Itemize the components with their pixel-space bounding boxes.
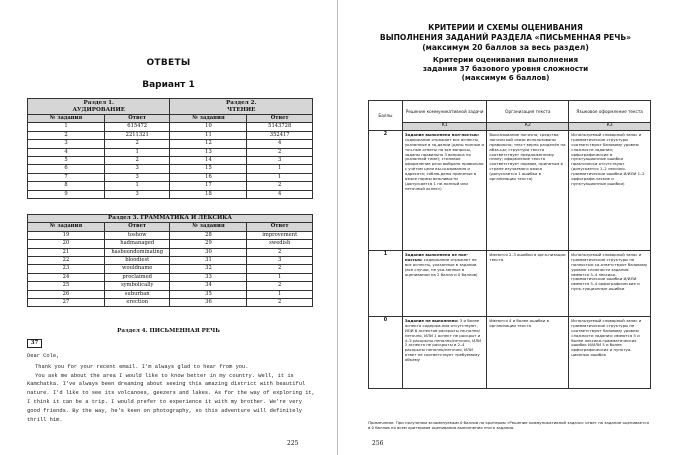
answer-cell: 3: [104, 190, 170, 198]
section-heading-reading: [170, 99, 313, 115]
subheading-line: (максимум 6 баллов): [461, 73, 550, 82]
task-number-cell: 10: [170, 123, 247, 131]
answer-cell: 2211321: [104, 131, 170, 139]
criteria-row: [369, 130, 651, 250]
task-number-cell: 2: [28, 131, 105, 139]
answer-cell: improvement: [247, 231, 313, 239]
section-heading-listening: [28, 99, 170, 115]
task-number-cell: 9: [28, 190, 105, 198]
table-row: [28, 190, 313, 198]
score-cell: 2: [369, 130, 403, 250]
answer-cell: erection: [104, 299, 170, 307]
letter-greeting: Dear Cole,: [27, 353, 60, 359]
k1-text: содержание отражает все аспекты, указанные в за-дании (даны полные и точ-ные ответы на все вопросы, заданы правильно 3 вопроса по указанной теме); стилевое оформление речи выбрано правильно с учётом цели вы-сказывания и адресата; соблю-дены принятые в языке нормы вежливости (допускается 1 не-полный или неточный аспект): [404, 136, 485, 191]
table-row: [28, 123, 313, 131]
answer-cell: 1: [247, 273, 313, 281]
answer-cell: 1: [247, 290, 313, 298]
k1-cell: [402, 250, 487, 316]
k3-cell: Используемый словарный запас и грамматические структуры не полностью со-ответствуют базовому уровню сложности задания: имеются 3–4 лексико-грамматические ошибки И/ИЛИ имеются 3–4 орфографические и пунк-туационные ошибки: [569, 250, 651, 316]
criteria-row: [369, 316, 651, 388]
answer-cell: bloodiest: [104, 257, 170, 265]
page-number: 256: [372, 440, 384, 447]
task-number-cell: 15: [170, 165, 247, 173]
answer-cell: symbolically: [104, 282, 170, 290]
k1-text: 3 и более аспекта содержа-ния отсутствуют, ИЛИ 6 аспектов раскрыты не-полно/неточно, ИЛИ 1 аспект не раскрыт и 4–5 раскрыты неполно/неточно, ИЛИ 2 аспекта не раскрыты и 2–4 раскрыты неполно/неточно, ИЛИ ответ не соответствует требуемому объёму: [404, 317, 482, 363]
answer-cell: wouldname: [104, 265, 170, 273]
table-row: [28, 257, 313, 265]
table-row: [28, 265, 313, 273]
score-cell: 1: [369, 250, 403, 316]
col-header: Ответ: [247, 115, 313, 123]
k2-cell: Высказывание логично; средства логической связи использованы правильно; текст верно разделён на абза-цы; структура текста соответствует предложенному плану; оформление текста соответствует нормам, принятым в стране изучаемого языка (допускается 1 ошибка в организации текста): [487, 130, 569, 250]
answer-cell: 3: [104, 165, 170, 173]
page-number: 225: [287, 440, 299, 447]
col-header: Ответ: [104, 223, 170, 231]
subheading-line: задания 37 базового уровня сложности: [422, 64, 589, 73]
task-number-cell: 33: [170, 273, 247, 281]
table-row: [28, 248, 313, 256]
answers-table-1: [27, 98, 313, 199]
task-number-cell: 34: [170, 282, 247, 290]
letter-paragraph: You ask me about the area I would like to know better in my country. Well, it is Kamchatka. I've always been dreaming about seeing this amazing district with beautiful nature. I'd like to see its volcanoes, geezers and lakes. As for the way of exploring it, I think it can be a trip. I would prefer to experience it with my brother. We're very good friends. By the way, he's keen on photography, so this adventure will definitely thrill him.: [27, 372, 315, 423]
task-number-cell: 17: [170, 182, 247, 190]
section-heading-text: Раздел 1. АУДИРОВАНИЕ: [72, 100, 126, 113]
k1-cell: [402, 316, 487, 388]
answer-cell: 5143728: [247, 123, 313, 131]
section-heading-text: Раздел 2. ЧТЕНИЕ: [226, 100, 257, 113]
criteria-row: [369, 250, 651, 316]
answer-cell: 2: [247, 182, 313, 190]
task-number-cell: 3: [28, 140, 105, 148]
k-label: К2: [487, 123, 569, 131]
note-text: При получении экзаменуемым 0 баллов по критерию «Решение коммуникативной задачи» ответ на задание оценивается в 0 баллов по всем критериям оценивания выполнения этого задания.: [368, 420, 649, 431]
col-header-k1: Решение коммуникативной задачи: [402, 101, 487, 123]
task-number-cell: 18: [170, 190, 247, 198]
task-number-cell: 5: [28, 157, 105, 165]
answer-cell: proclaimed: [104, 273, 170, 281]
col-header: № задания: [28, 223, 105, 231]
answer-cell: 2: [247, 148, 313, 156]
answers-table-2: [27, 214, 313, 307]
task-number-cell: 32: [170, 265, 247, 273]
table-row: [28, 173, 313, 181]
table-row: [28, 231, 313, 239]
col-header-score: Баллы: [369, 101, 403, 131]
variant-heading: Вариант 1: [142, 80, 195, 90]
col-header: № задания: [28, 115, 105, 123]
answer-cell: swedish: [247, 240, 313, 248]
answer-cell: 1: [247, 165, 313, 173]
answer-cell: suburban: [104, 290, 170, 298]
col-header: № задания: [170, 223, 247, 231]
task-number-cell: 26: [28, 290, 105, 298]
heading-line: КРИТЕРИИ И СХЕМЫ ОЦЕНИВАНИЯ: [428, 23, 583, 32]
col-header-k3: Языковое оформление текста: [569, 101, 651, 123]
answer-cell: 4: [247, 190, 313, 198]
task-number-cell: 23: [28, 265, 105, 273]
table-row: [28, 140, 313, 148]
k1-lead: Задание выполнено не пол-ностью:: [404, 251, 469, 262]
task-number-cell: 29: [170, 240, 247, 248]
criteria-heading: [337, 23, 674, 52]
task-number-cell: 6: [28, 165, 105, 173]
col-header: № задания: [170, 115, 247, 123]
note-label: Примечание.: [368, 420, 395, 425]
task-number-cell: 7: [28, 173, 105, 181]
answer-cell: 2: [247, 282, 313, 290]
k1-lead: Задание не выполнено:: [404, 317, 459, 323]
section-heading-writing: Раздел 4. ПИСЬМЕННАЯ РЕЧЬ: [117, 328, 220, 334]
task-number-cell: 8: [28, 182, 105, 190]
table-row: [28, 148, 313, 156]
answer-cell: 3: [104, 173, 170, 181]
task-number-cell: 4: [28, 148, 105, 156]
task-number-cell: 25: [28, 282, 105, 290]
k2-cell: Имеются 4 и более ошибки в организации текста: [487, 316, 569, 388]
answer-cell: 1: [104, 182, 170, 190]
task-number-cell: 30: [170, 248, 247, 256]
criteria-subheading: [337, 55, 674, 82]
k3-cell: Используемый словарный запас и грамматические структуры не соответствуют базовому уровню сложности задания; имеются 5 и более лексико-грамматических ошибок И/ИЛИ 5 и более орфографических и пунктуа-ционных ошибок: [569, 316, 651, 388]
k1-lead: Задание выполнено пол-ностью:: [404, 131, 480, 137]
k2-cell: Имеются 2–3 ошибки в орга-низации текста: [487, 250, 569, 316]
col-header: Ответ: [104, 115, 170, 123]
col-header: Ответ: [247, 223, 313, 231]
task-number-cell: 1: [28, 123, 105, 131]
answer-cell: hasbeendominating: [104, 248, 170, 256]
task-number-cell: 11: [170, 131, 247, 139]
page-title: ОТВЕТЫ: [146, 58, 191, 68]
answer-cell: 2: [104, 157, 170, 165]
table-row: [28, 131, 313, 139]
task-number-cell: 14: [170, 157, 247, 165]
task-number-cell: 19: [28, 231, 105, 239]
answer-cell: 3: [247, 157, 313, 165]
table-row: [28, 182, 313, 190]
section-heading-grammar: Раздел 3. ГРАММАТИКА И ЛЕКСИКА: [28, 215, 313, 223]
task-number-cell: 12: [170, 140, 247, 148]
table-row: [28, 282, 313, 290]
answer-cell: 2: [104, 140, 170, 148]
table-header-row: [28, 115, 313, 123]
table-row: [28, 165, 313, 173]
task-number-cell: 21: [28, 248, 105, 256]
k1-cell: [402, 130, 487, 250]
table-row: [28, 290, 313, 298]
task-number-cell: 35: [170, 290, 247, 298]
k-label: К3: [569, 123, 651, 131]
answer-cell: 352417: [247, 131, 313, 139]
answer-cell: 1: [247, 173, 313, 181]
subheading-line: Критерии оценивания выполнения: [432, 55, 579, 64]
k3-cell: Используемый словарный запас и грамматические структуры соответствуют базовому уровню сложности задания; орфографические и пунктуационные ошибки практически отсутствуют (допускается 1–2 лексико-грамматические ошибки И/ИЛИ 1–2 орфографи-ческие и пунктуационные ошибки): [569, 130, 651, 250]
task-number-cell: 20: [28, 240, 105, 248]
task-number-cell: 16: [170, 173, 247, 181]
heading-line: ВЫПОЛНЕНИЯ ЗАДАНИЙ РАЗДЕЛА «ПИСЬМЕННАЯ РЕЧЬ»: [379, 32, 632, 42]
answer-cell: 615472: [104, 123, 170, 131]
table-row: [28, 299, 313, 307]
answer-cell: 2: [247, 299, 313, 307]
letter-paragraph: Thank you for your recent email. I'm always glad to hear from you.: [35, 363, 249, 370]
answer-cell: 2: [247, 265, 313, 273]
table-row: [28, 157, 313, 165]
task-number-cell: 24: [28, 273, 105, 281]
answer-cell: 4: [247, 140, 313, 148]
score-cell: 0: [369, 316, 403, 388]
task-number-cell: 28: [170, 231, 247, 239]
answer-cell: 3: [247, 257, 313, 265]
answer-cell: hadmanaged: [104, 240, 170, 248]
k1-text: содержание отражает не все аспекты, указанные в задании (все случаи, не ука-занные в оценивании на 2 балла и 0 баллов): [404, 256, 478, 277]
task-number-cell: 13: [170, 148, 247, 156]
heading-line: (максимум 20 баллов за весь раздел): [422, 42, 589, 52]
criteria-note: [368, 420, 651, 430]
task-number-cell: 22: [28, 257, 105, 265]
table-row: [28, 273, 313, 281]
table-header-row: [28, 223, 313, 231]
criteria-table: [368, 100, 651, 389]
task-number-box: 37: [27, 339, 42, 348]
criteria-k-row: [369, 123, 651, 131]
k-label: К1: [402, 123, 487, 131]
sample-letter: [27, 352, 317, 424]
criteria-header-row: [369, 101, 651, 123]
answer-cell: 1: [104, 148, 170, 156]
task-number-cell: 36: [170, 299, 247, 307]
table-row: [28, 240, 313, 248]
task-number-cell: 31: [170, 257, 247, 265]
col-header-k2: Организация текста: [487, 101, 569, 123]
answer-cell: 2: [247, 248, 313, 256]
task-number-cell: 27: [28, 299, 105, 307]
answer-cell: toshow: [104, 231, 170, 239]
